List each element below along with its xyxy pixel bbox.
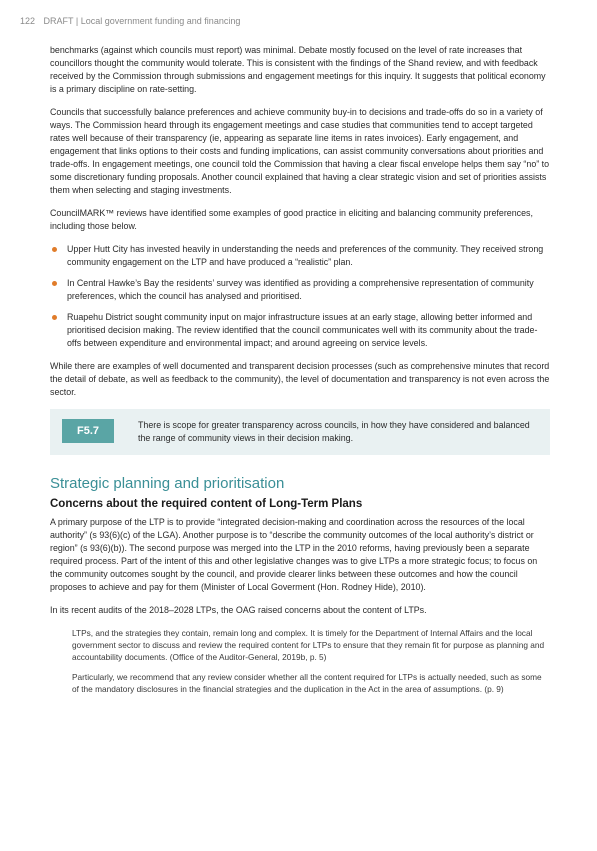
page-number: 122 bbox=[20, 16, 36, 26]
paragraph: Councils that successfully balance preferences and achieve community buy-in to decisions and trade-offs do so in a variety of ways. The Commission heard through its engagement meetings and case studies that communities tend to accept targeted rates well because of their transparency (ie, appearing as separate line items in rates invoices). Early engagement, and engagement that links options to their costs and funding implications, can assist community conversations about priorities and trade-offs. In engagement meetings, one council told the Commission that having a clear fiscal envelope helps them say “no” to some discretionary funding proposals. Another council explained that having a clear strategic vision and set of priorities assists them when selecting and staging investments. bbox=[50, 107, 550, 195]
finding-text: There is scope for greater transparency across councils, in how they have considered and balanced the range of community views in their decision making. bbox=[138, 420, 530, 443]
subheading: Concerns about the required content of Long-Term Plans bbox=[50, 498, 363, 510]
paragraph: benchmarks (against which councils must report) was minimal. Debate mostly focused on the level of rate increases that councillors thought the community would tolerate. This is consistent with the findings of the Shand review, and with feedback received by the Commission through submissions and engagement meetings for this inquiry. It suggests that political economy is a primary discipline on rate-setting. bbox=[50, 45, 546, 94]
running-title: DRAFT | Local government funding and financing bbox=[43, 16, 241, 26]
bullet-item bbox=[50, 277, 550, 303]
bullet-item bbox=[50, 243, 550, 269]
bullet-dot-icon bbox=[52, 247, 57, 252]
bullet-text: Ruapehu District sought community input on major infrastructure issues at an early stage, allowing better informed and prioritised decision making. The review identified that the council communicates well with its community about the trade-offs between expenditure and environmental impact; and around agreeing on service levels. bbox=[67, 312, 538, 348]
bullet-text: In Central Hawke’s Bay the residents’ survey was identified as providing a comprehensive representation of community preferences, which the council has analysed and prioritised. bbox=[67, 278, 534, 301]
section-heading: Strategic planning and prioritisation bbox=[50, 475, 285, 492]
bullet-text: Upper Hutt City has invested heavily in understanding the needs and preferences of the community. They received strong community engagement on the LTP and have produced a “realistic” plan. bbox=[67, 244, 544, 267]
bullet-dot-icon bbox=[52, 315, 57, 320]
finding-label: F5.7 bbox=[62, 419, 114, 443]
paragraph: A primary purpose of the LTP is to provide “integrated decision-making and coordination across the resources of the local authority” (s 93(6)(c) of the LGA). Another purpose is to “describe the community outcomes of the local authority’s district or region” (s 93(6)(b)). The second purpose was merged into the LTP in the 2010 reforms, having previously been a separate required process. Part of the intent of this and other legislative changes was to give LTPs a more strategic focus; to focus on the community outcomes sought by the council, and provide clearer links between these outcomes and how the council proposes to achieve and pay for them (Minister of Local Goverment (Hon. Rodney Hide), 2010). bbox=[50, 517, 538, 592]
bullet-list bbox=[50, 243, 550, 350]
block-quote bbox=[50, 627, 550, 695]
finding-box bbox=[50, 409, 550, 455]
paragraph: In its recent audits of the 2018–2028 LTPs, the OAG raised concerns about the content of LTPs. bbox=[50, 605, 427, 615]
quote-paragraph: Particularly, we recommend that any review consider whether all the content required for LTPs is actually needed, such as some of the mandatory disclosures in the financial strategies and the duplication in the Act in the area of assumptions. (p. 9) bbox=[72, 672, 542, 694]
paragraph: While there are examples of well documented and transparent decision processes (such as comprehensive minutes that record the detail of debate, as well as feedback to the community), the level of documentation and transparency is not even across the sector. bbox=[50, 361, 550, 397]
page-header bbox=[20, 16, 240, 26]
bullet-item bbox=[50, 311, 550, 350]
quote-paragraph: LTPs, and the strategies they contain, remain long and complex. It is timely for the Department of Internal Affairs and the local government sector to discuss and review the required content for LTPs to ensure that they remain fit for purpose as planning and accountability documents. (Office of the Auditor-General, 2019b, p. 5) bbox=[72, 628, 545, 662]
bullet-dot-icon bbox=[52, 281, 57, 286]
paragraph: CouncilMARK™ reviews have identified some examples of good practice in eliciting and balancing community preferences, including those below. bbox=[50, 208, 533, 231]
page-content bbox=[50, 44, 550, 703]
